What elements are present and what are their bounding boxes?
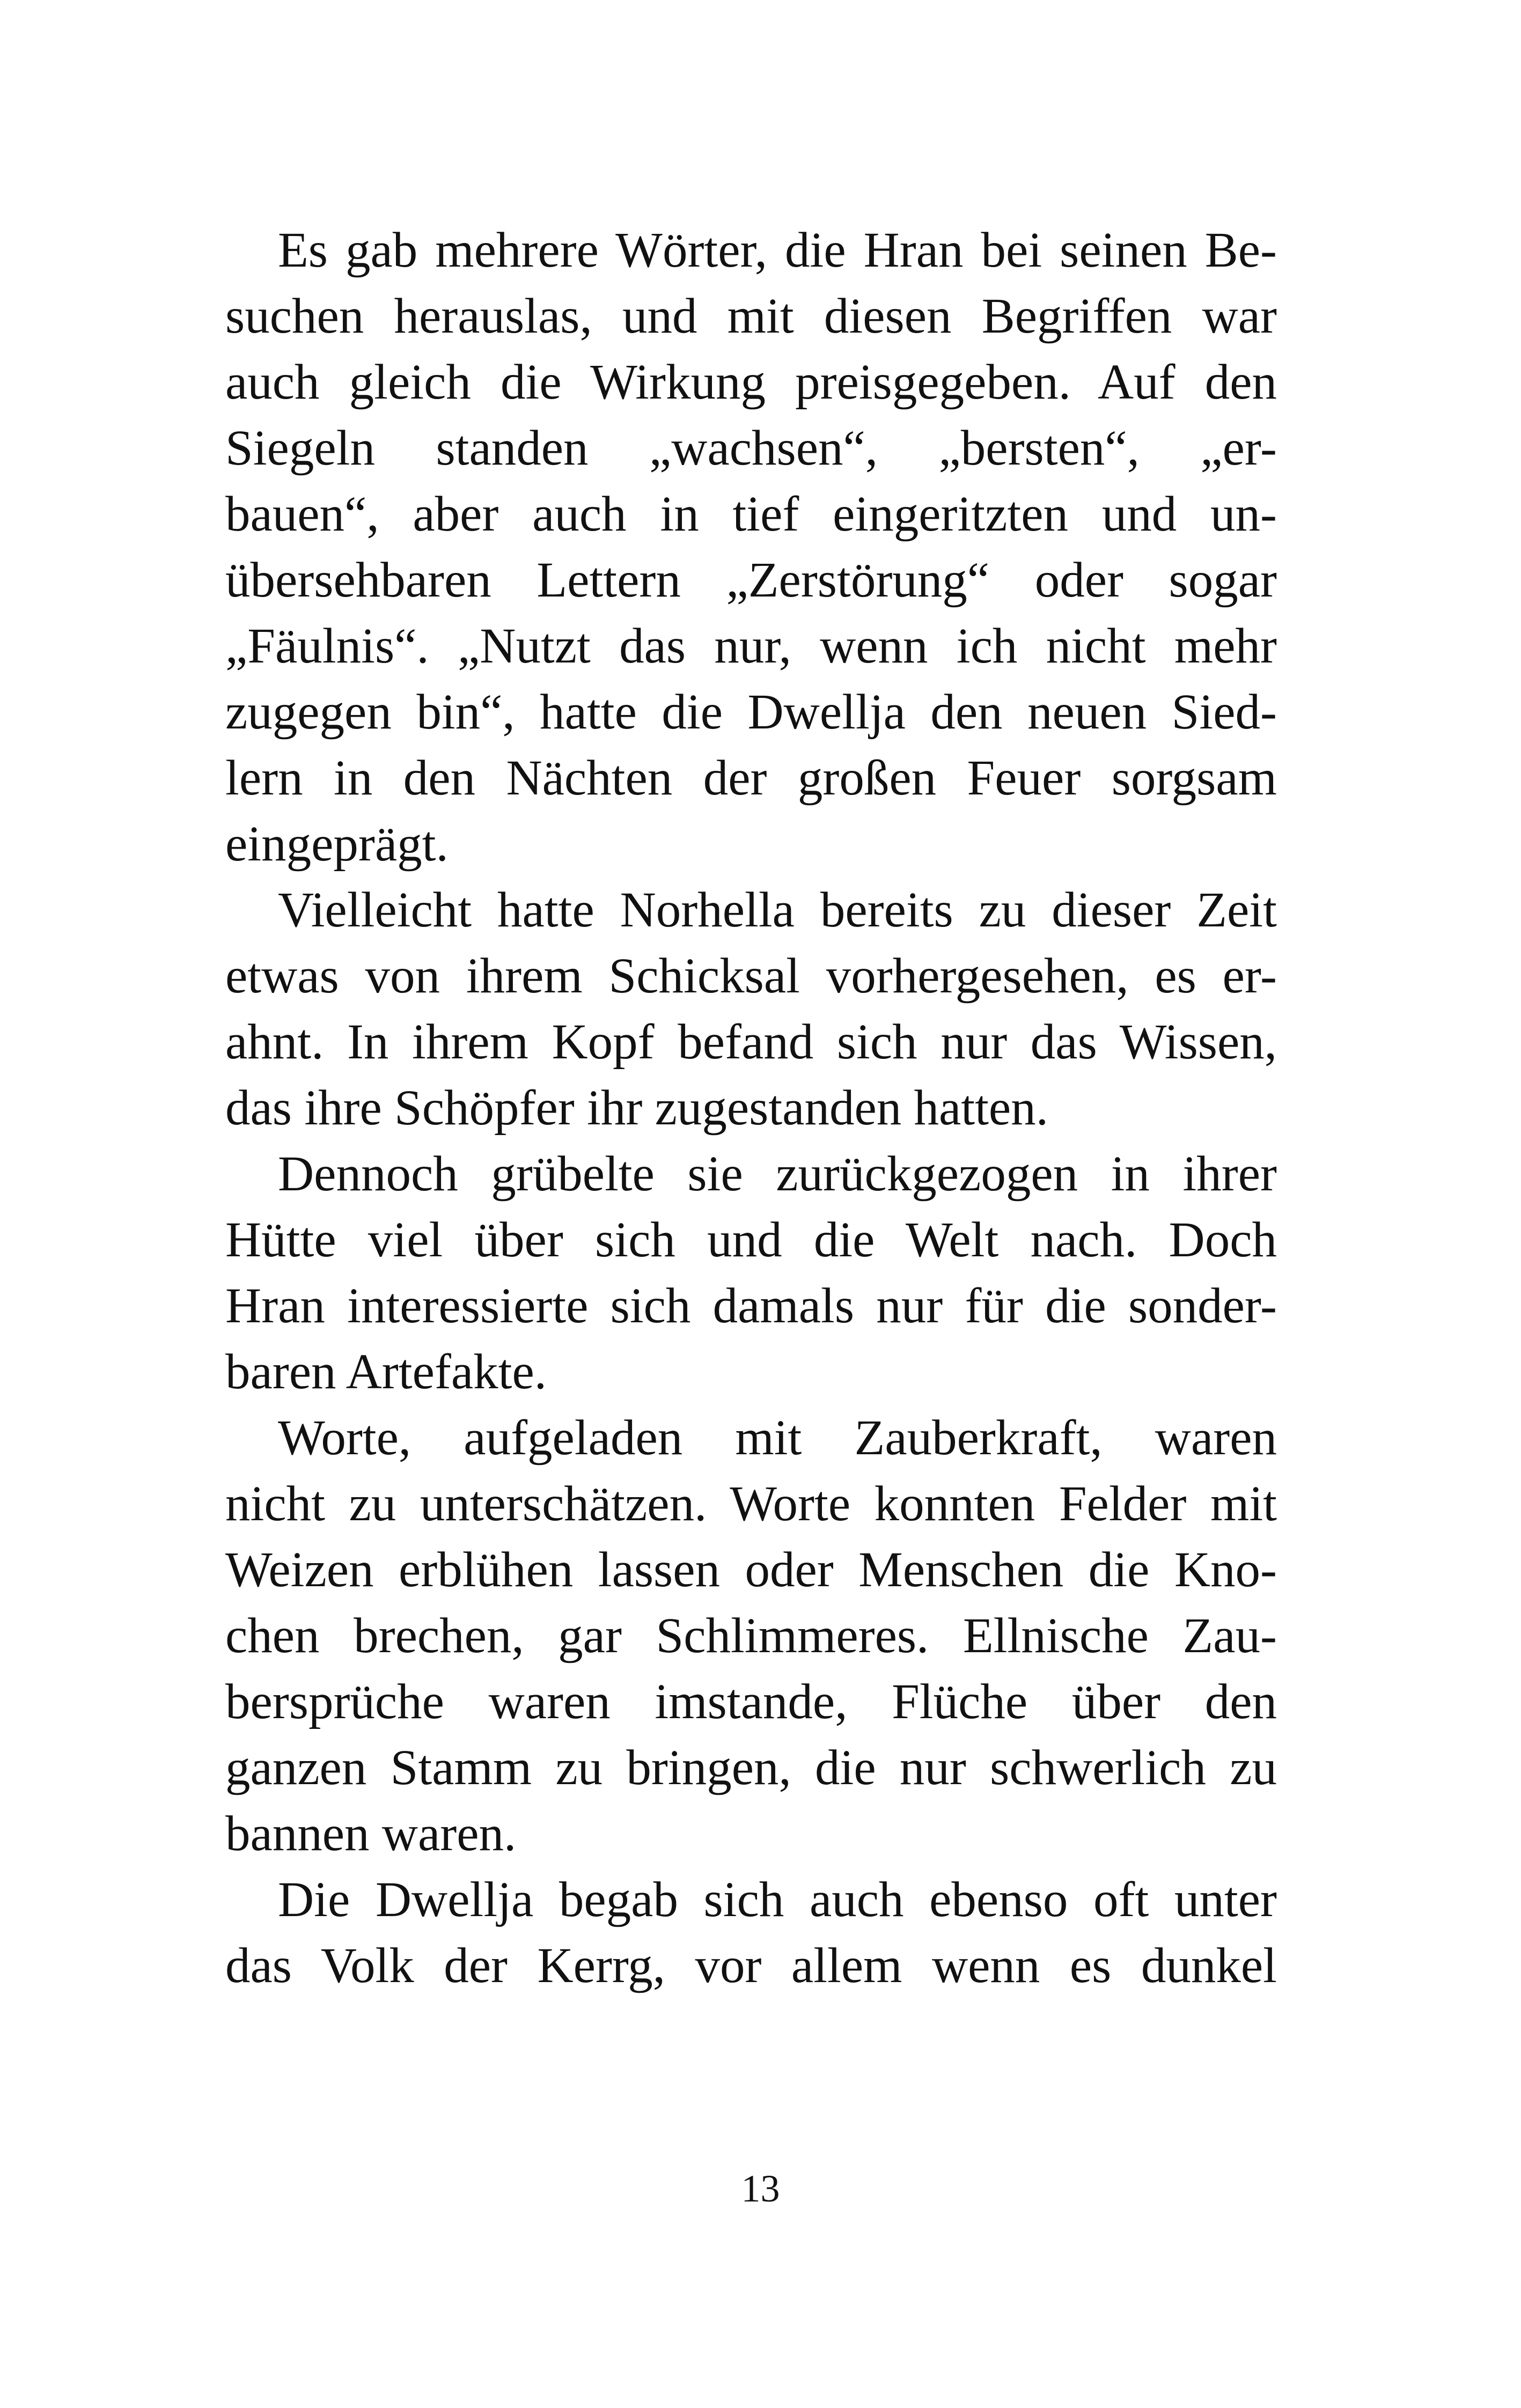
text-line: suchen herauslas, und mit diesen Begriffen war	[225, 289, 1277, 344]
page-number: 13	[741, 2167, 780, 2210]
body-text	[225, 217, 1277, 1999]
text-line: bannen waren.	[225, 1806, 517, 1861]
paragraph	[225, 1405, 1277, 1867]
text-line: Hütte viel über sich und die Welt nach. Doch	[225, 1212, 1277, 1268]
text-line: Vielleicht hatte Norhella bereits zu dieser Zeit	[278, 882, 1277, 938]
text-line: Hran interessierte sich damals nur für die sonder-	[225, 1278, 1277, 1334]
text-line: bauen“, aber auch in tief eingeritzten und un-	[225, 487, 1277, 542]
text-line: „Fäulnis“. „Nutzt das nur, wenn ich nicht mehr	[225, 618, 1277, 674]
text-line: Es gab mehrere Wörter, die Hran bei seinen Be-	[278, 223, 1277, 278]
paragraph	[225, 217, 1277, 877]
text-line: Siegeln standen „wachsen“, „bersten“, „er-	[225, 421, 1277, 476]
text-line: Worte, aufgeladen mit Zauberkraft, waren	[278, 1410, 1277, 1466]
text-line: ganzen Stamm zu bringen, die nur schwerlich zu	[225, 1740, 1277, 1795]
text-line: bersprüche waren imstande, Flüche über den	[225, 1674, 1277, 1729]
text-line: Die Dwellja begab sich auch ebenso oft unter	[278, 1872, 1277, 1927]
text-line: übersehbaren Lettern „Zerstörung“ oder sogar	[225, 553, 1277, 608]
text-line: das ihre Schöpfer ihr zugestanden hatten.	[225, 1080, 1048, 1136]
text-line: lern in den Nächten der großen Feuer sorgsam	[225, 750, 1277, 806]
text-line: Weizen erblühen lassen oder Menschen die Kno-	[225, 1542, 1277, 1597]
paragraph	[225, 877, 1277, 1141]
text-line: auch gleich die Wirkung preisgegeben. Auf den	[225, 355, 1277, 410]
text-line: zugegen bin“, hatte die Dwellja den neuen Sied-	[225, 684, 1277, 740]
text-line: das Volk der Kerrg, vor allem wenn es dunkel	[225, 1938, 1277, 1993]
paragraph	[225, 1867, 1277, 1999]
text-line: eingeprägt.	[225, 816, 449, 872]
text-line: nicht zu unterschätzen. Worte konnten Felder mit	[225, 1476, 1277, 1531]
text-line: ahnt. In ihrem Kopf befand sich nur das Wissen,	[225, 1014, 1277, 1070]
text-line: baren Artefakte.	[225, 1344, 547, 1400]
text-line: etwas von ihrem Schicksal vorhergesehen, es er-	[225, 948, 1277, 1004]
paragraph	[225, 1141, 1277, 1405]
text-line: chen brechen, gar Schlimmeres. Ellnische Zau-	[225, 1608, 1277, 1663]
text-line: Dennoch grübelte sie zurückgezogen in ihrer	[278, 1146, 1277, 1202]
